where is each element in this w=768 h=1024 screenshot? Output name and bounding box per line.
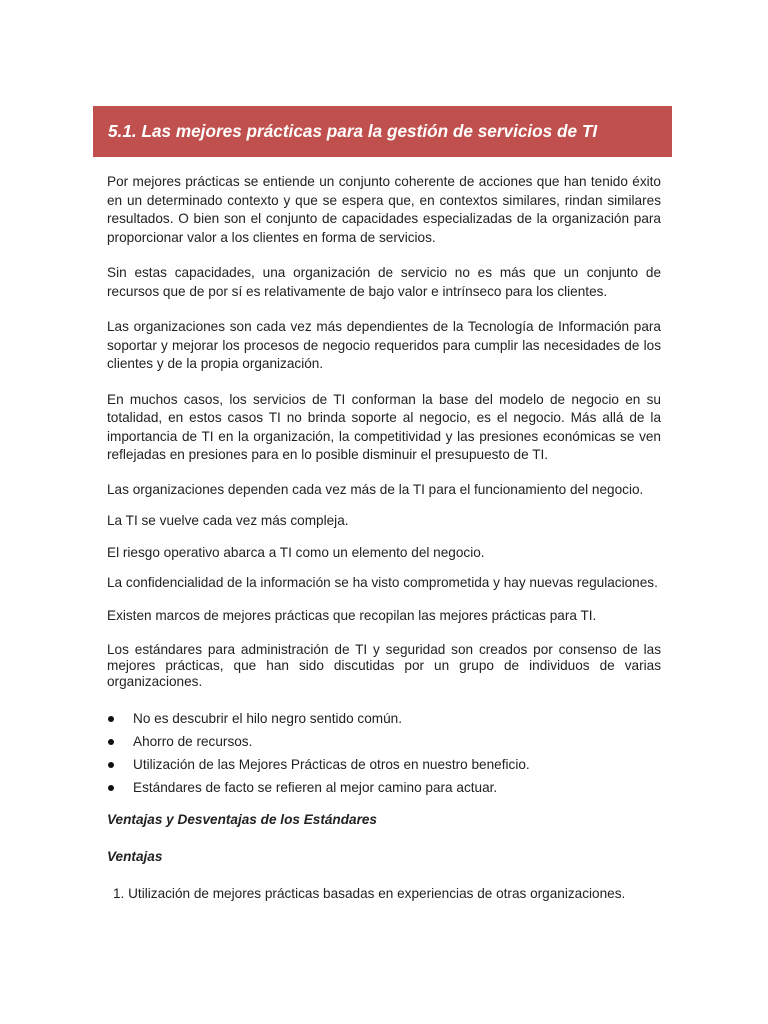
- paragraph-complexity: La TI se vuelve cada vez más compleja.: [107, 513, 349, 528]
- bullet-text: No es descubrir el hilo negro sentido común.: [133, 710, 403, 726]
- document-body: [107, 173, 661, 904]
- paragraph-standards: Los estándares para administración de TI y seguridad son creados por consenso de las mejores prácticas, que han sido discutidas por un grupo de individuos de varias organizaciones.: [107, 641, 661, 689]
- paragraph-frameworks: Existen marcos de mejores prácticas que recopilan las mejores prácticas para TI.: [107, 608, 597, 623]
- subheading-pros: Ventajas: [107, 848, 163, 864]
- list-item: [107, 753, 661, 776]
- list-item: [107, 776, 661, 799]
- numbered-item: 1. Utilización de mejores prácticas basadas en experiencias de otras organizaciones.: [113, 886, 626, 902]
- paragraph-definition: Por mejores prácticas se entiende un conjunto coherente de acciones que han tenido éxito en un determinado contexto y que se espera que, en contextos similares, rindan similares resultados. O bien son el conjunto de capacidades especializadas de la organización para proporcionar valor a los clientes en forma de servicios.: [107, 174, 661, 245]
- subheading-pros-cons: Ventajas y Desventajas de los Estándares: [107, 812, 377, 828]
- list-item: [107, 707, 661, 730]
- bullet-dot-icon: [108, 762, 114, 768]
- bullet-dot-icon: [108, 785, 114, 791]
- list-item: [107, 730, 661, 753]
- paragraph-capabilities: Sin estas capacidades, una organización de servicio no es más que un conjunto de recursos que de por sí es relativamente de bajo valor e intrínseco para los clientes.: [107, 265, 661, 299]
- paragraph-confidentiality: La confidencialidad de la información se ha visto comprometida y hay nuevas regulaciones.: [107, 575, 658, 590]
- paragraph-dependence: Las organizaciones son cada vez más dependientes de la Tecnología de Información para soportar y mejorar los procesos de negocio requeridos para cumplir las necesidades de los clientes y de la propia organización.: [107, 319, 661, 371]
- paragraph-operational-risk: El riesgo operativo abarca a TI como un elemento del negocio.: [107, 544, 485, 560]
- bullet-text: Utilización de las Mejores Prácticas de otros en nuestro beneficio.: [133, 756, 530, 772]
- bullet-text: Estándares de facto se refieren al mejor camino para actuar.: [133, 780, 498, 796]
- bullet-dot-icon: [108, 739, 114, 745]
- paragraph-business-model: En muchos casos, los servicios de TI conforman la base del modelo de negocio en su totalidad, en estos casos TI no brinda soporte al negocio, es el negocio. Más allá de la importancia de TI en la organización, la competitividad y las presiones económicas se ven reflejadas en presiones para en lo posible disminuir el presupuesto de TI.: [107, 391, 661, 462]
- bullet-list: [107, 707, 661, 800]
- bullet-text: Ahorro de recursos.: [133, 733, 253, 749]
- paragraph-organizations-depend: Las organizaciones dependen cada vez más de la TI para el funcionamiento del negocio.: [107, 481, 644, 497]
- bullet-dot-icon: [108, 716, 114, 722]
- section-header-bar: [93, 106, 672, 157]
- section-title: 5.1. Las mejores prácticas para la gestión de servicios de TI: [108, 121, 598, 141]
